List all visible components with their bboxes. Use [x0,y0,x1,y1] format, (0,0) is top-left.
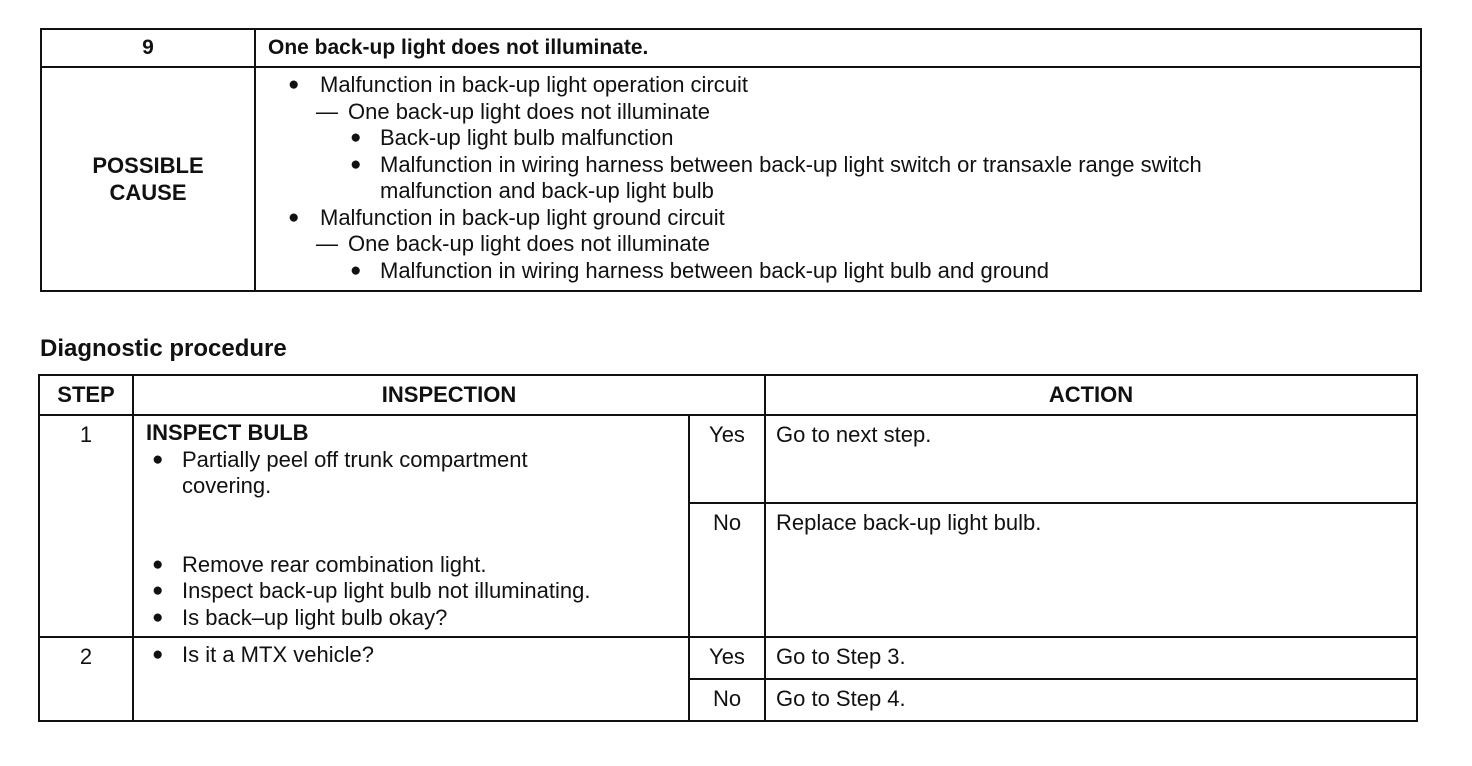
section-title: Diagnostic procedure [40,335,287,362]
inspection-item: ● Remove rear combination light. [152,551,487,577]
no-label: No [689,503,765,637]
bullet-icon: ● [152,448,164,470]
inspection-cell [133,637,689,721]
yes-label: Yes [689,637,765,679]
step-number: 1 [39,415,133,637]
step-header: STEP [39,375,133,415]
cause-item: ● Malfunction in back-up light operation circuit [288,72,749,97]
possible-cause-list [255,67,1421,291]
inspection-item-continued: covering. [182,473,272,498]
inspection-item: ● Partially peel off trunk compartment [152,446,528,472]
inspection-item: ● Inspect back-up light bulb not illuminating. [152,578,591,603]
possible-cause-label-line1: POSSIBLE [92,153,204,178]
cause-detail: ● Malfunction in wiring harness between back-up light bulb and ground [350,257,1049,283]
yes-action: Go to Step 3. [765,637,1417,679]
inspection-item: ● Is back–up light bulb okay? [152,604,448,630]
symptom-table [40,28,1422,292]
diagnostic-procedure-table [38,374,1418,722]
cause-subitem: — One back-up light does not illuminate [316,98,710,124]
symptom-title: One back-up light does not illuminate. [255,29,1421,67]
bullet-icon: ● [288,74,300,95]
dash-icon: — [316,98,338,124]
bullet-icon: ● [288,206,300,228]
table-row [39,637,1417,679]
bullet-icon: ● [350,259,362,281]
no-action: Replace back-up light bulb. [765,503,1417,637]
cause-detail: ● Back-up light bulb malfunction [350,125,674,150]
cause-subitem: — One back-up light does not illuminate [316,231,710,256]
inspection-item: ● Is it a MTX vehicle? [152,642,374,667]
spacer [146,500,688,552]
no-action: Go to Step 4. [765,679,1417,721]
possible-cause-label [41,67,255,291]
cause-detail-continued: malfunction and back-up light bulb [380,178,714,203]
action-header: ACTION [765,375,1417,415]
table-row [39,415,1417,503]
inspection-header: INSPECTION [133,375,765,415]
inspection-heading: INSPECT BULB [146,420,309,445]
symptom-header-row [41,29,1421,67]
yes-action: Go to next step. [765,415,1417,503]
procedure-header-row [39,375,1417,415]
bullet-icon: ● [152,580,164,601]
yes-label: Yes [689,415,765,503]
inspection-cell [133,415,689,637]
cause-detail: ● Malfunction in wiring harness between back-up light switch or transaxle range switch [350,151,1202,177]
cause-item: ● Malfunction in back-up light ground circuit [288,204,725,230]
bullet-icon: ● [152,553,164,575]
bullet-icon: ● [350,127,362,148]
step-number: 2 [39,637,133,721]
bullet-icon: ● [350,153,362,175]
bullet-icon: ● [152,606,164,628]
dash-icon: — [316,231,338,256]
possible-cause-label-line2: CAUSE [109,180,187,205]
possible-cause-row [41,67,1421,291]
no-label: No [689,679,765,721]
symptom-number: 9 [41,29,255,67]
bullet-icon: ● [152,644,164,665]
